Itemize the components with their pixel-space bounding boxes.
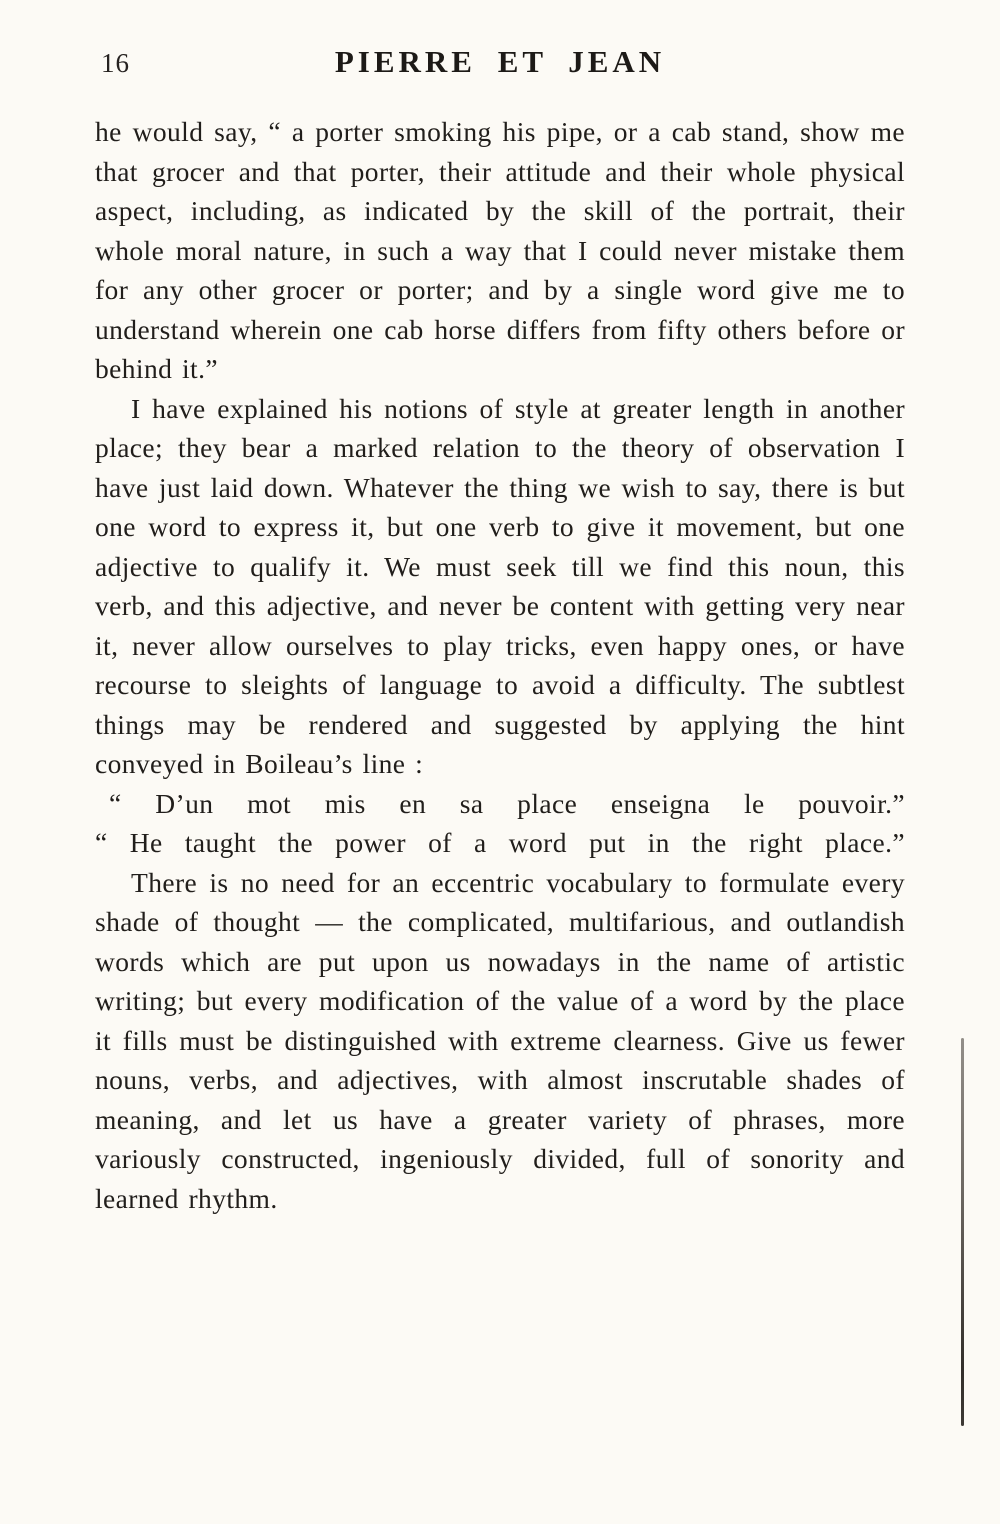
quote-line-french: “ D’un mot mis en sa place enseigna le pouvoir.” — [109, 787, 905, 819]
paragraph-vocabulary: There is no need for an eccentric vocabulary to formulate every shade of thought — the complicated, multifarious, and outlandish words which are put upon us nowadays in the name of artistic writing; but every modification of the value of a word by the place it fills must be distinguished with extreme clearness. Give us fewer nouns, verbs, and adjectives, with almost inscrutable shades of meaning, and let us have a greater variety of phrases, more variously constructed, ingeniously divided, full of sonority and learned rhythm. — [95, 866, 905, 1214]
text-block — [95, 112, 905, 1218]
scan-artifact-line — [961, 1038, 964, 1426]
quote-line-english: “ He taught the power of a word put in the right place.” — [95, 827, 905, 858]
page-number: 16 — [101, 48, 130, 78]
page-header — [95, 44, 905, 86]
paragraph-style-notions: I have explained his notions of style at greater length in another place; they bear a marked relation to the theory of observation I have just laid down. Whatever the thing we wish to say, there is but one word to express it, but one verb to give it movement, but one adjective to qualify it. We must seek till we find this noun, this verb, and this adjective, and never be content with getting very near it, never allow ourselves to play tricks, even happy ones, or have recourse to sleights of language to avoid a difficulty. The subtlest things may be rendered and suggested by applying the hint conveyed in Boileau’s line : — [95, 392, 905, 779]
paragraph-continuation: he would say, “ a porter smoking his pipe, or a cab stand, show me that grocer and that porter, their attitude and their whole physical aspect, including, as indicated by the skill of the portrait, their whole moral nature, in such a way that I could never mistake them for any other grocer or porter; and by a single word give me to understand wherein one cab horse differs from fifty others before or behind it.” — [95, 116, 905, 384]
running-title: PIERRE ET JEAN — [334, 44, 666, 79]
